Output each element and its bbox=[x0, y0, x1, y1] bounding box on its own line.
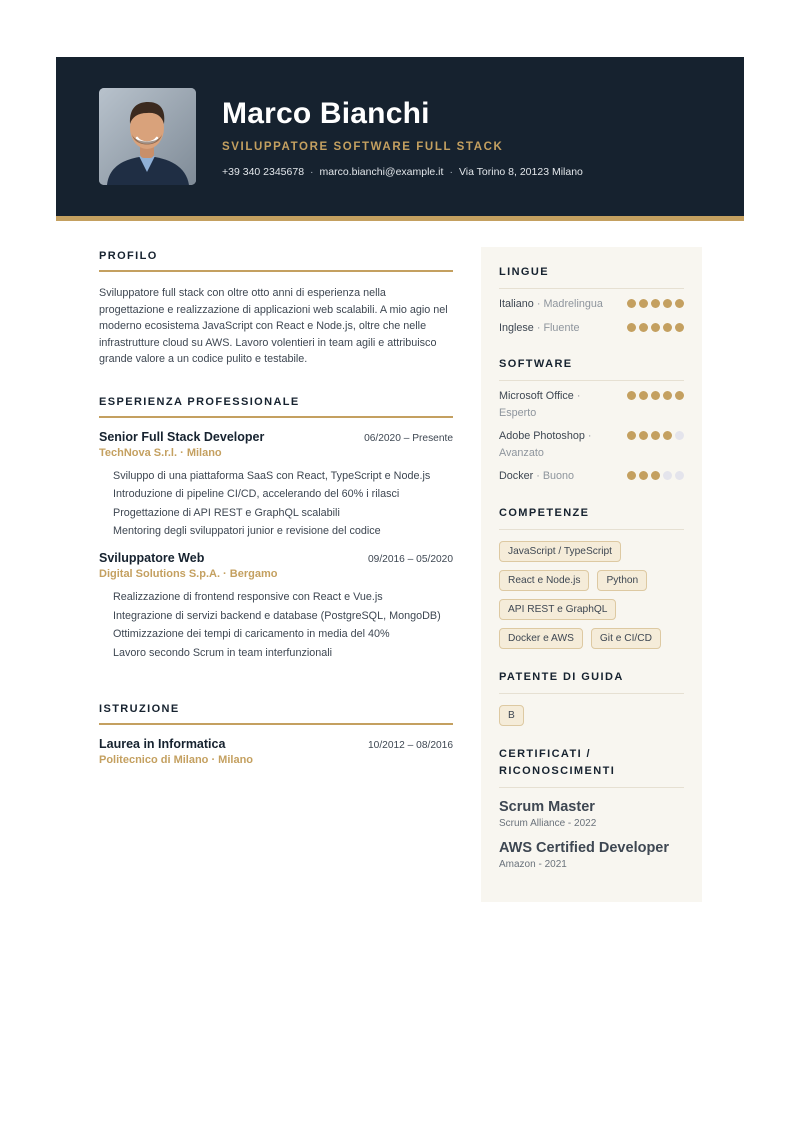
rating-level: Madrelingua bbox=[543, 298, 603, 310]
school-name: Politecnico di Milano · Milano bbox=[99, 753, 254, 766]
certificate-item bbox=[499, 799, 684, 829]
license-tags bbox=[499, 705, 684, 726]
rating-label bbox=[499, 468, 619, 485]
job-date: 09/2016 – 05/2020 bbox=[368, 554, 453, 566]
profile-photo bbox=[99, 88, 196, 185]
certificates-title: CERTIFICATI / RICONOSCIMENTI bbox=[499, 746, 684, 788]
job-role: Senior Full Stack Developer bbox=[99, 429, 265, 444]
job-date: 06/2020 – Presente bbox=[364, 432, 453, 444]
rating-label bbox=[499, 320, 619, 337]
rating-dot-filled bbox=[651, 299, 660, 308]
sidebar bbox=[481, 247, 702, 902]
languages-list bbox=[499, 296, 684, 336]
certificate-item bbox=[499, 840, 684, 870]
rating-dot-filled bbox=[663, 431, 672, 440]
rating-level: Esperto bbox=[499, 406, 537, 419]
software-title: SOFTWARE bbox=[499, 356, 684, 381]
rating-name: Inglese bbox=[499, 321, 534, 334]
profile-photo-image bbox=[99, 88, 196, 185]
contact-separator: · bbox=[310, 166, 314, 178]
job-company: Digital Solutions S.p.A. · Bergamo bbox=[99, 568, 278, 581]
skill-tag: JavaScript / TypeScript bbox=[499, 541, 621, 562]
rating-row bbox=[499, 320, 684, 337]
rating-dot-empty bbox=[663, 471, 672, 480]
rating-dots bbox=[627, 471, 684, 480]
rating-dot-filled bbox=[639, 431, 648, 440]
rating-dot-filled bbox=[627, 323, 636, 332]
rating-dots bbox=[627, 323, 684, 332]
rating-row bbox=[499, 468, 684, 485]
rating-row bbox=[499, 428, 684, 461]
skills-tags bbox=[499, 541, 684, 649]
rating-dot-filled bbox=[627, 471, 636, 480]
main-column bbox=[99, 250, 453, 766]
rating-dot-filled bbox=[651, 323, 660, 332]
rating-dot-empty bbox=[675, 471, 684, 480]
job-bullet: Introduzione di pipeline CI/CD, accelerando del 60% i rilasci bbox=[113, 488, 400, 501]
languages-title: LINGUE bbox=[499, 264, 684, 289]
rating-dot-filled bbox=[627, 391, 636, 400]
license-tag: B bbox=[499, 705, 524, 726]
rating-level: Fluente bbox=[543, 321, 580, 334]
contact-line bbox=[222, 166, 583, 178]
job-bullet: Realizzazione di frontend responsive con React e Vue.js bbox=[113, 591, 383, 604]
job-company: TechNova S.r.l. · Milano bbox=[99, 446, 222, 459]
candidate-name: Marco Bianchi bbox=[222, 97, 430, 130]
education-section-title: ISTRUZIONE bbox=[99, 703, 453, 725]
profile-section-title: PROFILO bbox=[99, 250, 453, 272]
rating-level: Avanzato bbox=[499, 446, 544, 459]
rating-dot-filled bbox=[675, 299, 684, 308]
job-entry bbox=[99, 551, 453, 661]
rating-dot-filled bbox=[651, 431, 660, 440]
rating-dot-empty bbox=[675, 431, 684, 440]
certificate-issuer: Scrum Alliance - 2022 bbox=[499, 817, 597, 829]
education-entry bbox=[99, 737, 453, 766]
rating-row bbox=[499, 296, 684, 313]
job-entry bbox=[99, 430, 453, 540]
job-bullet: Integrazione di servizi backend e database (PostgreSQL, MongoDB) bbox=[113, 609, 441, 622]
rating-row bbox=[499, 388, 684, 421]
rating-dot-filled bbox=[663, 323, 672, 332]
skill-tag: Docker e AWS bbox=[499, 628, 583, 649]
rating-label bbox=[499, 388, 619, 421]
rating-dot-filled bbox=[651, 391, 660, 400]
phone-number[interactable]: +39 340 2345678 bbox=[222, 166, 305, 178]
skill-tag: Git e CI/CD bbox=[591, 628, 661, 649]
rating-dot-filled bbox=[663, 299, 672, 308]
job-bullet: Mentoring degli sviluppatori junior e revisione del codice bbox=[113, 525, 381, 538]
job-bullets bbox=[99, 589, 453, 661]
email-address[interactable]: marco.bianchi@example.it bbox=[319, 166, 444, 178]
skills-title: COMPETENZE bbox=[499, 505, 684, 530]
skill-tag: React e Node.js bbox=[499, 570, 589, 591]
rating-dot-filled bbox=[651, 471, 660, 480]
job-bullet: Ottimizzazione dei tempi di caricamento in media del 40% bbox=[113, 628, 390, 641]
rating-dot-filled bbox=[627, 299, 636, 308]
rating-name: Docker bbox=[499, 470, 534, 482]
rating-label bbox=[499, 428, 619, 461]
rating-dots bbox=[627, 431, 684, 440]
rating-label bbox=[499, 296, 619, 313]
rating-dot-filled bbox=[675, 391, 684, 400]
rating-separator: · bbox=[587, 430, 592, 442]
rating-dot-filled bbox=[639, 391, 648, 400]
rating-dots bbox=[627, 299, 684, 308]
rating-dot-filled bbox=[627, 431, 636, 440]
software-list bbox=[499, 388, 684, 485]
job-role: Sviluppatore Web bbox=[99, 551, 205, 566]
certificate-name: Scrum Master bbox=[499, 798, 595, 815]
rating-dot-filled bbox=[639, 299, 648, 308]
rating-separator: · bbox=[576, 390, 581, 402]
candidate-title: SVILUPPATORE SOFTWARE FULL STACK bbox=[222, 141, 504, 153]
degree-name: Laurea in Informatica bbox=[99, 736, 226, 751]
rating-separator: · bbox=[536, 470, 540, 482]
rating-name: Microsoft Office bbox=[499, 390, 574, 402]
rating-dots bbox=[627, 391, 684, 400]
license-title: PATENTE DI GUIDA bbox=[499, 669, 684, 694]
experience-section-title: ESPERIENZA PROFESSIONALE bbox=[99, 396, 453, 418]
postal-address: Via Torino 8, 20123 Milano bbox=[458, 166, 583, 178]
job-bullet: Lavoro secondo Scrum in team interfunzionali bbox=[113, 646, 333, 659]
certificate-name: AWS Certified Developer bbox=[499, 839, 670, 856]
profile-text: Sviluppatore full stack con oltre otto anni di esperienza nella progettazione e realizzazione di applicazioni web scalabili. A mio agio nel moderno ecosistema JavaScript con React e Node.js, oltre che nelle infrastrutture cloud su AWS. Lavoro volentieri in team agili e attribuisco grande valore a un codice pulito e testabile. bbox=[99, 287, 448, 366]
rating-name: Italiano bbox=[499, 298, 534, 310]
job-bullets bbox=[99, 468, 453, 540]
cv-header bbox=[56, 57, 744, 221]
rating-dot-filled bbox=[639, 323, 648, 332]
rating-dot-filled bbox=[663, 391, 672, 400]
rating-name: Adobe Photoshop bbox=[499, 430, 585, 442]
rating-level: Buono bbox=[542, 470, 575, 482]
job-bullet: Progettazione di API REST e GraphQL scalabili bbox=[113, 506, 340, 519]
contact-separator: · bbox=[449, 166, 453, 178]
certificate-issuer: Amazon - 2021 bbox=[499, 858, 567, 870]
education-date: 10/2012 – 08/2016 bbox=[368, 739, 453, 751]
rating-separator: · bbox=[536, 321, 541, 334]
skill-tag: API REST e GraphQL bbox=[499, 599, 616, 620]
job-bullet: Sviluppo di una piattaforma SaaS con React, TypeScript e Node.js bbox=[113, 469, 431, 482]
rating-dot-filled bbox=[639, 471, 648, 480]
rating-separator: · bbox=[536, 298, 541, 310]
skill-tag: Python bbox=[597, 570, 647, 591]
rating-dot-filled bbox=[675, 323, 684, 332]
